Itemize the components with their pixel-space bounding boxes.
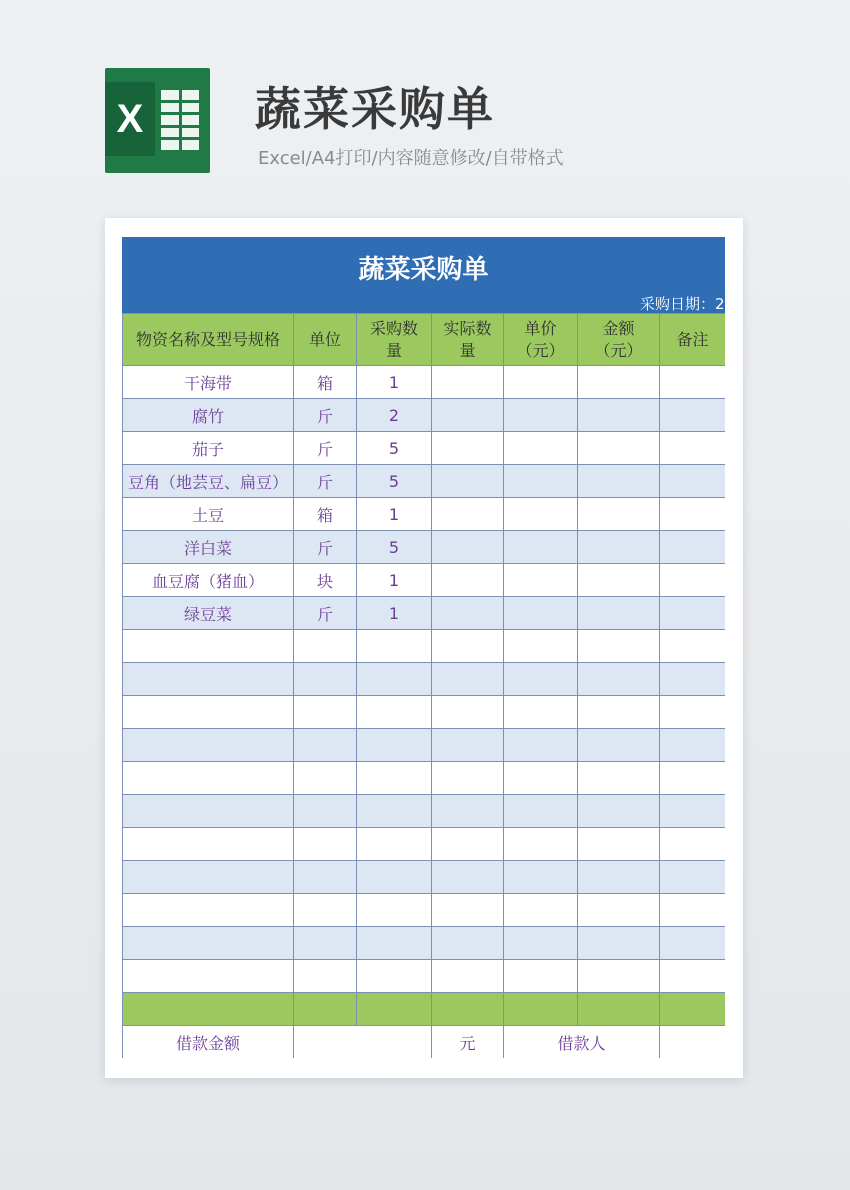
cell-unit[interactable]: 斤 bbox=[294, 465, 357, 498]
cell-remarks[interactable] bbox=[660, 531, 726, 564]
cell-unit-price[interactable] bbox=[504, 465, 578, 498]
cell-unit-price[interactable] bbox=[504, 564, 578, 597]
cell-actual-qty[interactable] bbox=[432, 564, 504, 597]
purchase-date-label: 采购日期：2 bbox=[640, 295, 725, 313]
page-title: 蔬菜采购单 bbox=[255, 82, 495, 136]
cell-unit-price[interactable] bbox=[504, 531, 578, 564]
table-row bbox=[123, 366, 726, 399]
cell-amount[interactable] bbox=[578, 597, 660, 630]
cell-actual-qty[interactable] bbox=[432, 432, 504, 465]
table-row bbox=[123, 564, 726, 597]
col-header-name[interactable]: 物资名称及型号规格 bbox=[123, 314, 294, 366]
sheet-viewport bbox=[122, 237, 725, 1058]
cell-actual-qty[interactable] bbox=[432, 399, 504, 432]
cell-amount[interactable] bbox=[578, 498, 660, 531]
empty-row bbox=[123, 828, 726, 861]
table-row bbox=[123, 597, 726, 630]
table-header-row bbox=[123, 314, 726, 366]
cell-name[interactable]: 洋白菜 bbox=[123, 531, 294, 564]
sheet-title-band bbox=[122, 237, 725, 313]
cell-order-qty[interactable]: 2 bbox=[357, 399, 432, 432]
col-header-remarks[interactable]: 备注 bbox=[660, 314, 726, 366]
cell-unit-price[interactable] bbox=[504, 399, 578, 432]
cell-name[interactable]: 绿豆菜 bbox=[123, 597, 294, 630]
table-row bbox=[123, 498, 726, 531]
col-header-unit[interactable]: 单位 bbox=[294, 314, 357, 366]
col-header-unit-price[interactable]: 单价 （元） bbox=[504, 314, 578, 366]
cell-remarks[interactable] bbox=[660, 498, 726, 531]
cell-unit[interactable]: 块 bbox=[294, 564, 357, 597]
table-row bbox=[123, 531, 726, 564]
empty-row bbox=[123, 762, 726, 795]
cell-amount[interactable] bbox=[578, 564, 660, 597]
empty-row bbox=[123, 960, 726, 993]
cell-amount[interactable] bbox=[578, 366, 660, 399]
borrower-label: 借款人 bbox=[504, 1026, 660, 1059]
empty-row bbox=[123, 663, 726, 696]
cell-unit[interactable]: 斤 bbox=[294, 597, 357, 630]
empty-row bbox=[123, 729, 726, 762]
cell-order-qty[interactable]: 1 bbox=[357, 597, 432, 630]
cell-order-qty[interactable]: 5 bbox=[357, 432, 432, 465]
cell-unit[interactable]: 箱 bbox=[294, 498, 357, 531]
cell-actual-qty[interactable] bbox=[432, 531, 504, 564]
empty-row bbox=[123, 630, 726, 663]
col-header-actual-qty[interactable]: 实际数 量 bbox=[432, 314, 504, 366]
cell-actual-qty[interactable] bbox=[432, 498, 504, 531]
cell-remarks[interactable] bbox=[660, 465, 726, 498]
cell-remarks[interactable] bbox=[660, 564, 726, 597]
cell-name[interactable]: 干海带 bbox=[123, 366, 294, 399]
cell-order-qty[interactable]: 5 bbox=[357, 531, 432, 564]
sheet-title: 蔬菜采购单 bbox=[358, 255, 489, 285]
cell-remarks[interactable] bbox=[660, 399, 726, 432]
spreadsheet-preview bbox=[105, 218, 743, 1078]
col-header-amount[interactable]: 金额 （元） bbox=[578, 314, 660, 366]
currency-label: 元 bbox=[432, 1026, 504, 1059]
loan-row bbox=[123, 1026, 726, 1059]
cell-order-qty[interactable]: 1 bbox=[357, 564, 432, 597]
cell-name[interactable]: 血豆腐（猪血） bbox=[123, 564, 294, 597]
cell-actual-qty[interactable] bbox=[432, 366, 504, 399]
loan-amount-label: 借款金额 bbox=[123, 1026, 294, 1059]
cell-unit[interactable]: 箱 bbox=[294, 366, 357, 399]
cell-order-qty[interactable]: 5 bbox=[357, 465, 432, 498]
excel-icon bbox=[105, 68, 210, 173]
cell-actual-qty[interactable] bbox=[432, 597, 504, 630]
cell-name[interactable]: 茄子 bbox=[123, 432, 294, 465]
cell-name[interactable]: 腐竹 bbox=[123, 399, 294, 432]
cell-amount[interactable] bbox=[578, 399, 660, 432]
cell-amount[interactable] bbox=[578, 432, 660, 465]
cell-unit-price[interactable] bbox=[504, 366, 578, 399]
table-row bbox=[123, 399, 726, 432]
purchase-table bbox=[122, 313, 725, 1058]
cell-order-qty[interactable]: 1 bbox=[357, 366, 432, 399]
total-row bbox=[123, 993, 726, 1026]
cell-actual-qty[interactable] bbox=[432, 465, 504, 498]
cell-name[interactable]: 土豆 bbox=[123, 498, 294, 531]
cell-remarks[interactable] bbox=[660, 597, 726, 630]
cell-order-qty[interactable]: 1 bbox=[357, 498, 432, 531]
excel-x-letter: X bbox=[105, 82, 155, 156]
cell-unit-price[interactable] bbox=[504, 498, 578, 531]
cell-unit[interactable]: 斤 bbox=[294, 432, 357, 465]
cell-unit-price[interactable] bbox=[504, 432, 578, 465]
col-header-order-qty[interactable]: 采购数 量 bbox=[357, 314, 432, 366]
page-subtitle: Excel/A4打印/内容随意修改/自带格式 bbox=[258, 148, 564, 169]
excel-grid-icon bbox=[161, 90, 199, 150]
borrower-value[interactable] bbox=[660, 1026, 726, 1059]
empty-row bbox=[123, 696, 726, 729]
empty-row bbox=[123, 795, 726, 828]
empty-row bbox=[123, 927, 726, 960]
cell-remarks[interactable] bbox=[660, 366, 726, 399]
cell-amount[interactable] bbox=[578, 465, 660, 498]
cell-name[interactable]: 豆角（地芸豆、扁豆） bbox=[123, 465, 294, 498]
cell-remarks[interactable] bbox=[660, 432, 726, 465]
cell-amount[interactable] bbox=[578, 531, 660, 564]
empty-row bbox=[123, 894, 726, 927]
cell-unit[interactable]: 斤 bbox=[294, 399, 357, 432]
table-row bbox=[123, 465, 726, 498]
cell-unit[interactable]: 斤 bbox=[294, 531, 357, 564]
cell-unit-price[interactable] bbox=[504, 597, 578, 630]
empty-row bbox=[123, 861, 726, 894]
table-row bbox=[123, 432, 726, 465]
loan-amount-value[interactable] bbox=[294, 1026, 432, 1059]
